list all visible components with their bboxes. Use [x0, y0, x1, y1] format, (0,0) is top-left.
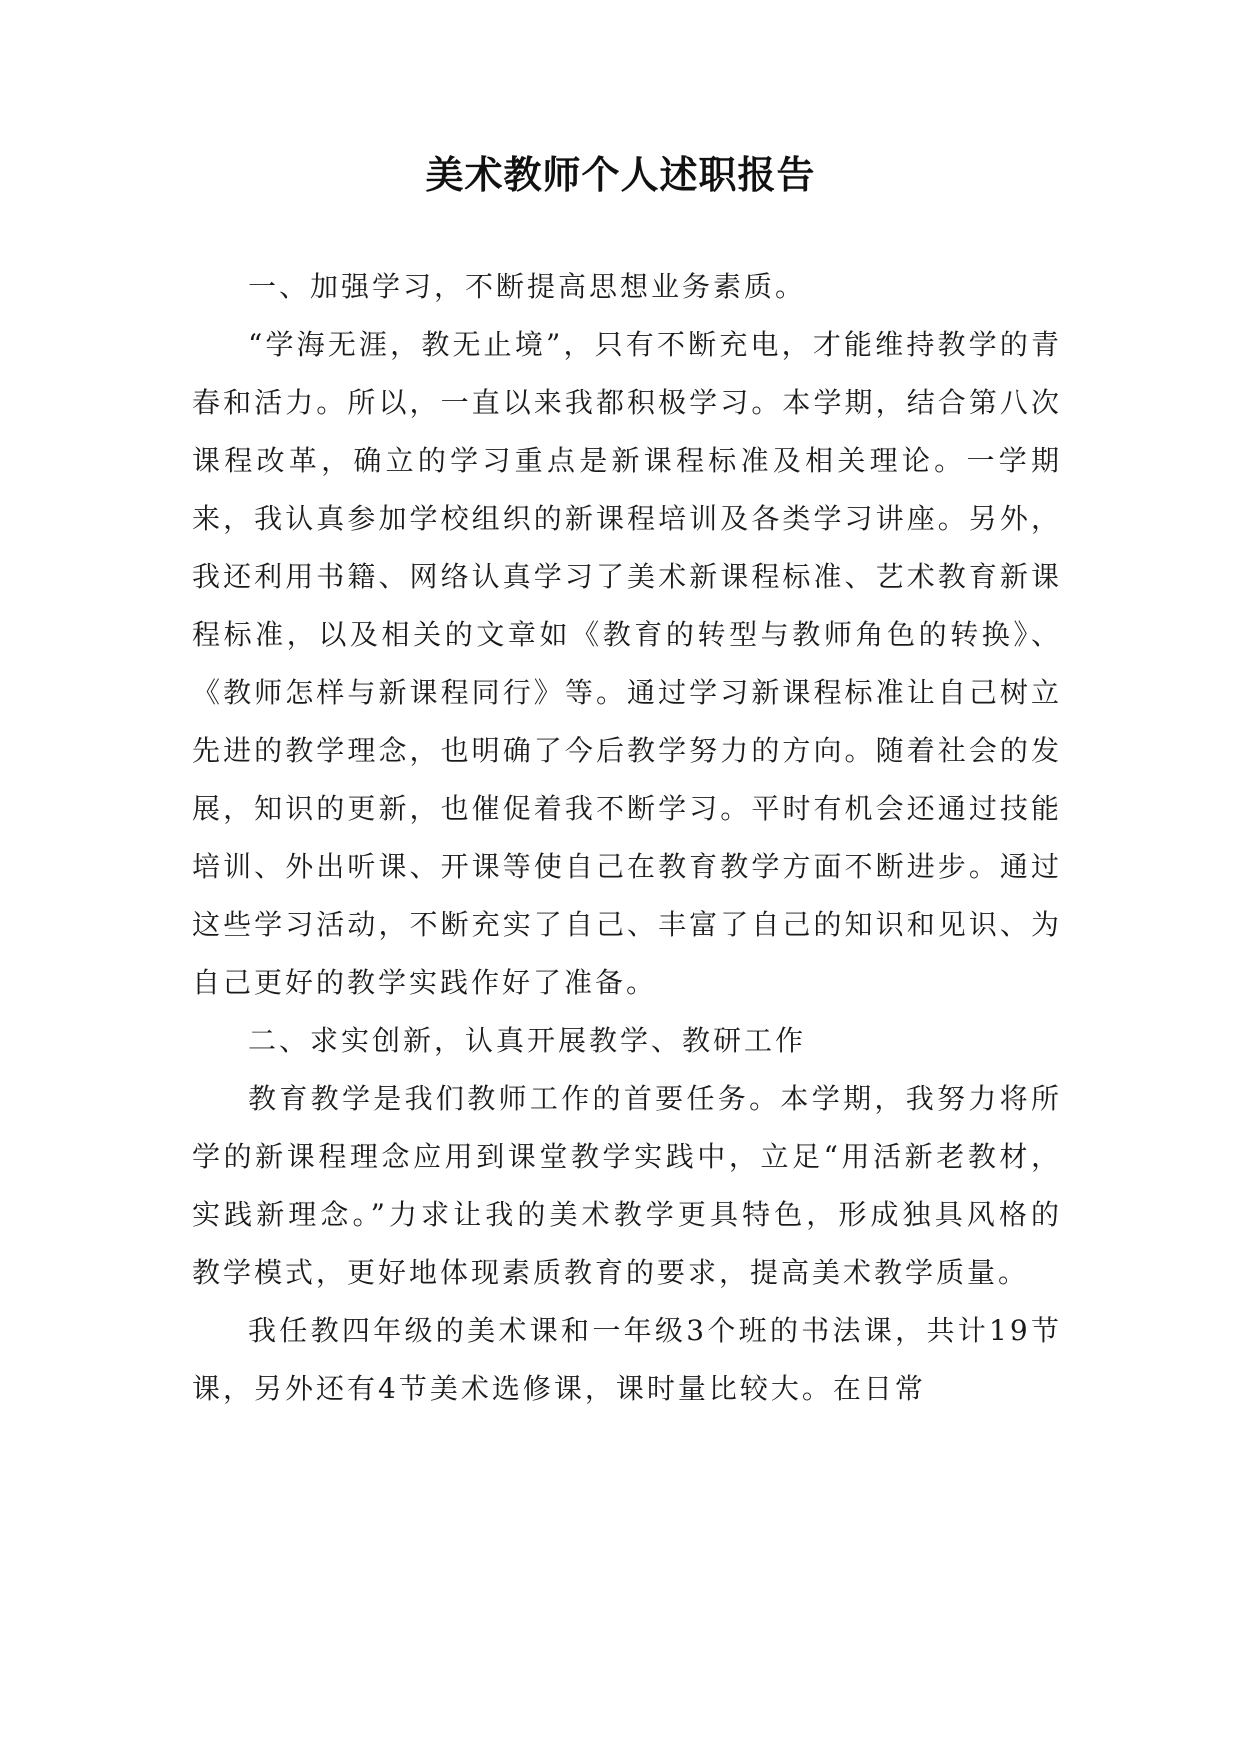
body-paragraph: “学海无涯，教无止境”，只有不断充电，才能维持教学的青春和活力。所以，一直以来我都积极学习。本学期，结合第八次课程改革，确立的学习重点是新课程标准及相关理论。一学期来，我认真参加学校组织的新课程培训及各类学习讲座。另外，我还利用书籍、网络认真学习了美术新课程标准、艺术教育新课程标准，以及相关的文章如《教育的转型与教师角色的转换》、《教师怎样与新课程同行》等。通过学习新课程标准让自己树立先进的教学理念，也明确了今后教学努力的方向。随着社会的发展，知识的更新，也催促着我不断学习。平时有机会还通过技能培训、外出听课、开课等使自己在教育教学方面不断进步。通过这些学习活动，不断充实了自己、丰富了自己的知识和见识、为自己更好的教学实践作好了准备。 — [192, 328, 1062, 999]
body-paragraph: 我任教四年级的美术课和一年级3个班的书法课，共计19节课，另外还有4节美术选修课，课时量比较大。在日常 — [192, 1314, 1062, 1405]
section-heading-2: 二、求实创新，认真开展教学、教研工作 — [248, 1024, 807, 1057]
document-body — [192, 258, 1062, 1418]
document-title: 美术教师个人述职报告 — [425, 153, 816, 197]
section-heading-1: 一、加强学习，不断提高思想业务素质。 — [248, 270, 807, 303]
body-paragraph: 教育教学是我们教师工作的首要任务。本学期，我努力将所学的新课程理念应用到课堂教学实践中，立足“用活新老教材，实践新理念。”力求让我的美术教学更具特色，形成独具风格的教学模式，更好地体现素质教育的要求，提高美术教学质量。 — [192, 1082, 1062, 1289]
